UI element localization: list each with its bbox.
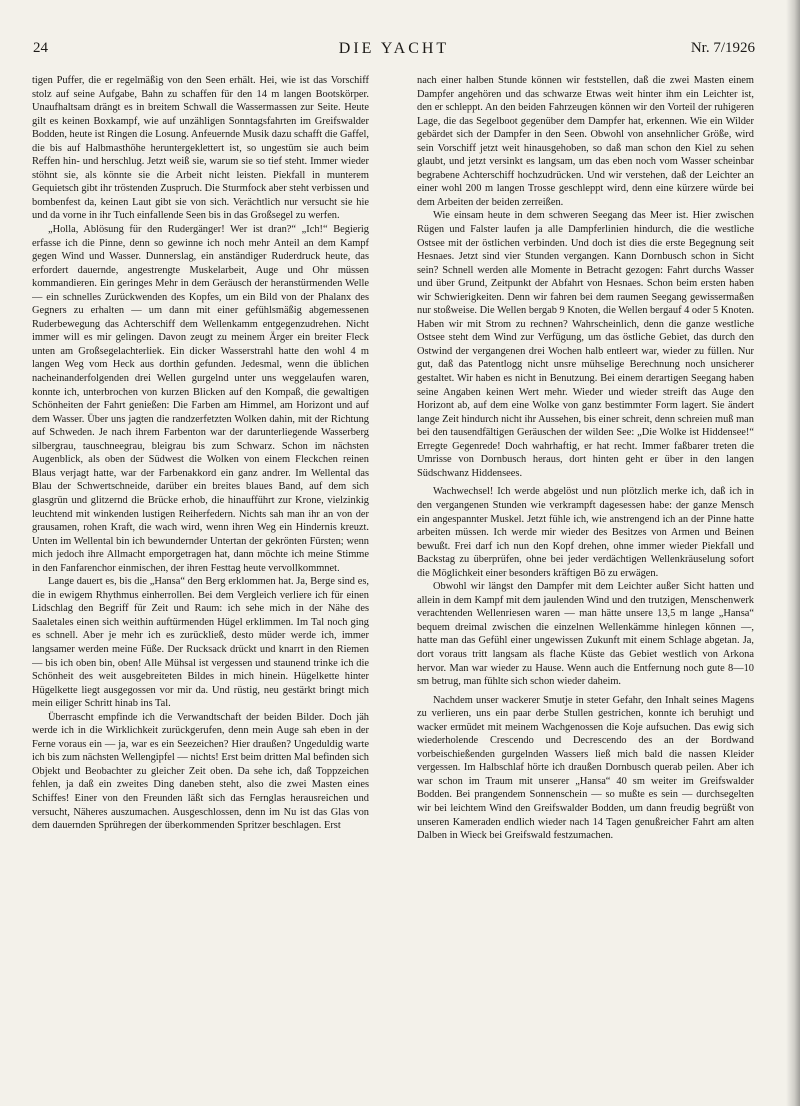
paragraph: Obwohl wir längst den Dampfer mit dem Leichter außer Sicht hatten und allein in dem Kampf mit dem jaulenden Wind und den trutzigen, Menschenwerk verachtenden Wellenriesen waren — man hätte unsere 13,5 m lange „Hansa“ bequem dreimal zwischen die einzelnen Wellenkämme hinlegen können —, hatte man das Gefühl einer ungewissen Zukunft mit einem Schlage abgetan. Ja, dort voraus tritt langsam als flache Küste das Gebiet westlich von Arkona hervor. Man war wieder zu Hause. Wenn auch die Entfernung noch gute 8—10 sm betrug, man fühlte sich schon wieder daheim. [417,581,754,688]
paragraph: nach einer halben Stunde können wir feststellen, daß die zwei Masten einem Dampfer angehören und das schwarze Etwas weit hinter ihm ein Leichter ist, den er schleppt. An den beiden Fahrzeugen können wir den Vorteil der ruhigeren Lage, die das Segelboot gegenüber dem Dampfer hat, erkennen. Wie ein Wilder gebärdet sich der Dampfer in den Seen. Obwohl von ansehnlicher Größe, wird sein Vorschiff jetzt weit hinausgehoben, so daß man schon den Kiel zu sehen glaubt, und jetzt versinkt es langsam, um das eben noch vom Wasser scheinbar begrabene Achterschiff hochzudrücken. Und wir verstehen, daß der Leichter an einer wohl 200 m langen Trosse geschleppt wird, denn eine kürzere würde bei dem Arbeiten der beiden zerreißen. [417,75,754,208]
text-column-right [417,74,754,1094]
paragraph: Wie einsam heute in dem schweren Seegang das Meer ist. Hier zwischen Rügen und Falster laufen ja alle Dampferlinien hindurch, die die westliche Ostsee mit der östlichen verbinden. Und doch ist dies die erste Begegnung seit Hesnaes. Jetzt sind vier Stunden vergangen. Kann Dornbusch schon in Sicht sein? Schnell werden alle Momente in Betracht gezogen: Fahrt durchs Wasser und über Grund, Zeitpunkt der Abfahrt von Hesnaes. Schon beim ersten haben wir Schwierigkeiten. Denn wir fahren bei dem raumen Seegang gewissermaßen nur stoßweise. Die Wellen bergab 9 Knoten, die Wellen bergauf 4 oder 5 Knoten. Haben wir mit Strom zu rechnen? Wahrscheinlich, denn die ganze westliche Ostsee steht dem Wind zur Verfügung, um das östliche Gebiet, das durch den Ostwind der vergangenen drei Wochen halb entleert war, wieder zu füllen. Nur gut, daß das Patentlogg nicht unsre mühselige Berechnung noch unsicherer gestaltet. Wir haben es nicht in Benutzung. Bei einem derartigen Seegang haben seine Angaben keinen Wert mehr. Wieder und wieder streift das Auge den Horizont ab, auf dem eine Wolke von ganz bestimmter Form lagert. Sie ändert lange Zeit hindurch nicht ihr Aussehen, bis einer schreit, denn schreien muß man bei den tausendfältigen Geräuschen der wilden See: „Die Wolke ist Hiddensee!“ Erregte Gegenrede! Doch wahrhaftig, er hat recht. Immer faßbarer treten die Umrisse von Dornbusch heraus, dort hinten geht er über in den langen Südschwanz Hiddensees. [417,210,754,479]
page-number: 24 [33,40,48,56]
paragraph: Wachwechsel! Ich werde abgelöst und nun plötzlich merke ich, daß ich in den vergangenen Stunden wie verkrampft dagesessen habe: der ganze Mensch ein angespannter Muskel. Jetzt fühle ich, wie anstrengend ich an der Pinne hatte arbeiten müssen. Ich werde mir wieder des Besitzes von Armen und Beinen bewußt. Frei darf ich nun den Kopf drehen, ohne immer wieder Piekfall und Backstag zu überprüfen, ohne bei jeder verdächtigen Wellenkräuselung sofort die Möglichkeit einer besonders kräftigen Bö zu erwägen. [417,486,754,579]
text-column-left [32,74,369,1094]
paragraph: Überrascht empfinde ich die Verwandtschaft der beiden Bilder. Doch jäh werde ich in die Wirklichkeit zurückgerufen, denn mein Auge sah eben in der Ferne voraus ein — ja, war es ein Seezeichen? Hier draußen? Ungeduldig warte ich bis zum nächsten Wellengipfel — nichts! Erst beim dritten Mal befinden sich Objekt und Beobachter zu gleicher Zeit oben. Da sehe ich, daß Toppzeichen fehlen, ja daß ein zweites Ding daneben steht, also die zwei Masten eines Schiffes! Einer von den Freunden läßt sich das Fernglas herausreichen und versucht, Näheres auszumachen. Ausgeschlossen, denn im Nu ist das Glas von dem dauernden Sprühregen der überkommenden Spritzer beschlagen. Erst [32,711,369,832]
page-header [33,40,755,66]
paragraph: tigen Puffer, die er regelmäßig von den Seen erhält. Hei, wie ist das Vorschiff stolz auf seine Aufgabe, Bahn zu schaffen für den 14 m langen Bootskörper. Unaufhaltsam drängt es in breitem Schwall die Wassermassen zur Seite. Heute gilt es keinen Boxkampf, wie auf unzähligen Sonntagsfahrten im Greifswalder Bodden, heute ist Ringen die Losung. Anfeuernde Musik dazu schafft die Gaffel, die bis auf Halbmasthöhe heruntergeklettert ist, so ungestüm sie auch beim Reffen hin- und herschlug. Jetzt weiß sie, warum sie so tief steht. Immer wieder stöhnt sie, als könnte sie die Arbeit nicht leisten. Piekfall in munterem Gequietsch gibt ihr tröstenden Zuspruch. Die Sturmfock aber steht verbissen und bombenfest da, keinen Laut gibt sie von sich. Verächtlich nur versucht sie hie und da vorne in ihr Tuch einfallende Seen bis in das Großsegel zu werfen. [32,75,369,222]
magazine-title: DIE YACHT [338,40,450,57]
paragraph: Nachdem unser wackerer Smutje in steter Gefahr, den Inhalt seines Magens zu verlieren, uns ein paar derbe Stullen gestrichen, konnte ich beruhigt und wacker ermüdet mit meinem Wachgenossen die Koje aufsuchen. Das ewig sich wiederholende Crescendo und Decrescendo des an der Bordwand vorbeischießenden gurgelnden Wassers ließ mich bald die nassen Kleider vergessen. Im Halbschlaf hörte ich draußen Dornbusch querab peilen. Aber ich war schon im Traum mit unserer „Hansa“ 40 sm weiter im Greifswalder Bodden. Bei prangendem Sonnenschein — so mußte es sein — durchsegelten wir bei leichtem Wind den Greifswalder Bodden, um dann freudig begrüßt von unseren Kameraden endlich wieder nach 14 Tagen genußreicher Fahrt am alten Dalben in Wieck bei Greifswald festzumachen. [417,694,754,842]
page-edge-shadow [786,0,800,1106]
paragraph: Lange dauert es, bis die „Hansa“ den Berg erklommen hat. Ja, Berge sind es, die in ewigem Rhythmus einherrollen. Bei dem Vergleich verliere ich für einen Lidschlag den Begriff für Zeit und Raum: ich sehe mich in der Nähe des Saaletales einen sich weithin auftürmenden Hügel erklimmen. Im Tal noch ging es schnell. Aber je mehr ich es zurückließ, desto müder werde ich, immer langsamer werden meine Füße. Der Rucksack drückt und knarrt in den Riemen — bis ich oben bin, oben! Alle Mühsal ist vergessen und staunend trinke ich die Schönheit des weit ausgebreiteten Bildes in mich hinein. Hügelkette hinter Hügelkette liegt ausgegossen vor mir da. Und rüstig, neu gestärkt bringt mich mein eiliger Schritt hinab ins Tal. [32,576,369,710]
issue-number: Nr. 7/1926 [690,40,755,56]
paragraph: „Holla, Ablösung für den Rudergänger! Wer ist dran?“ „Ich!“ Begierig erfasse ich die Pinne, denn so gewinne ich noch mehr Anteil an dem Kampf gegen Wind und Wasser. Dunnerslag, ein anständiger Ruderdruck heute, das erfordert dauernde, angestrengte Muskelarbeit, Auge und Ohr müssen kommandieren. Ein geringes Mehr in dem Geräusch der heranstürmenden Welle — ein schnelles Zurückwenden des Kopfes, um ein Bild von der Phalanx des Gegners zu erhalten — um dann mit einer gefühlsmäßig abgemessenen Ruderbewegung das Achterschiff dem Wellenkamm entgegenzudrehen. Nicht immer will es mir gelingen. Davon zeugt zu meinem Ärger ein breiter Fleck unten am Großsegelachterliek. Ein dicker Wasserstrahl hatte den wohl 4 m langen Weg vom Heck aus dorthin gefunden. Jedesmal, wenn die üblichen nacheinanderfolgenden drei Wellen gurgelnd unter uns weggelaufen waren, konnte ich, unterbrochen von kurzen Blicken auf den Kompaß, die gewaltigen Schönheiten der Fahrt genießen: Die Farben am Himmel, am Horizont und auf dem Wasser. Über uns jagten die randzerfetzten Wolken dahin, mit der Richtung auf Schweden. Je nach ihrem Farbenton war der darunterliegende Wasserberg silbergrau, tauschneegrau, bleigrau bis zum Schwarz. Schon im nächsten Augenblick, als oben der Südwest die Wolken von einem Fleckchen reinen Blaus verjagt hatte, war der Farbenakkord ein ganz andrer. Im Wellental das Blau der Schwertschneide, darüber ein breites blaues Band, auf dem sich glasgrün und glitzernd die Brücke erhob, die hinaufführt zur Krone, vielzinkig leuchtend mit winkenden lustigen Reiherfedern. Nichts sah man ihr an von der grausamen, rohen Kraft, die wach wird, wenn ihren Weg ein Hindernis kreuzt. Unten im Wellental bin ich bewundernder Untertan der gekrönten Fürsten; wenn mich jedoch ihre Allmacht emporgetragen hat, dann möchte ich meine Stimme in den Fanfarenchor einmischen, der ihren Festtag heute vervollkommnet. [32,224,369,574]
